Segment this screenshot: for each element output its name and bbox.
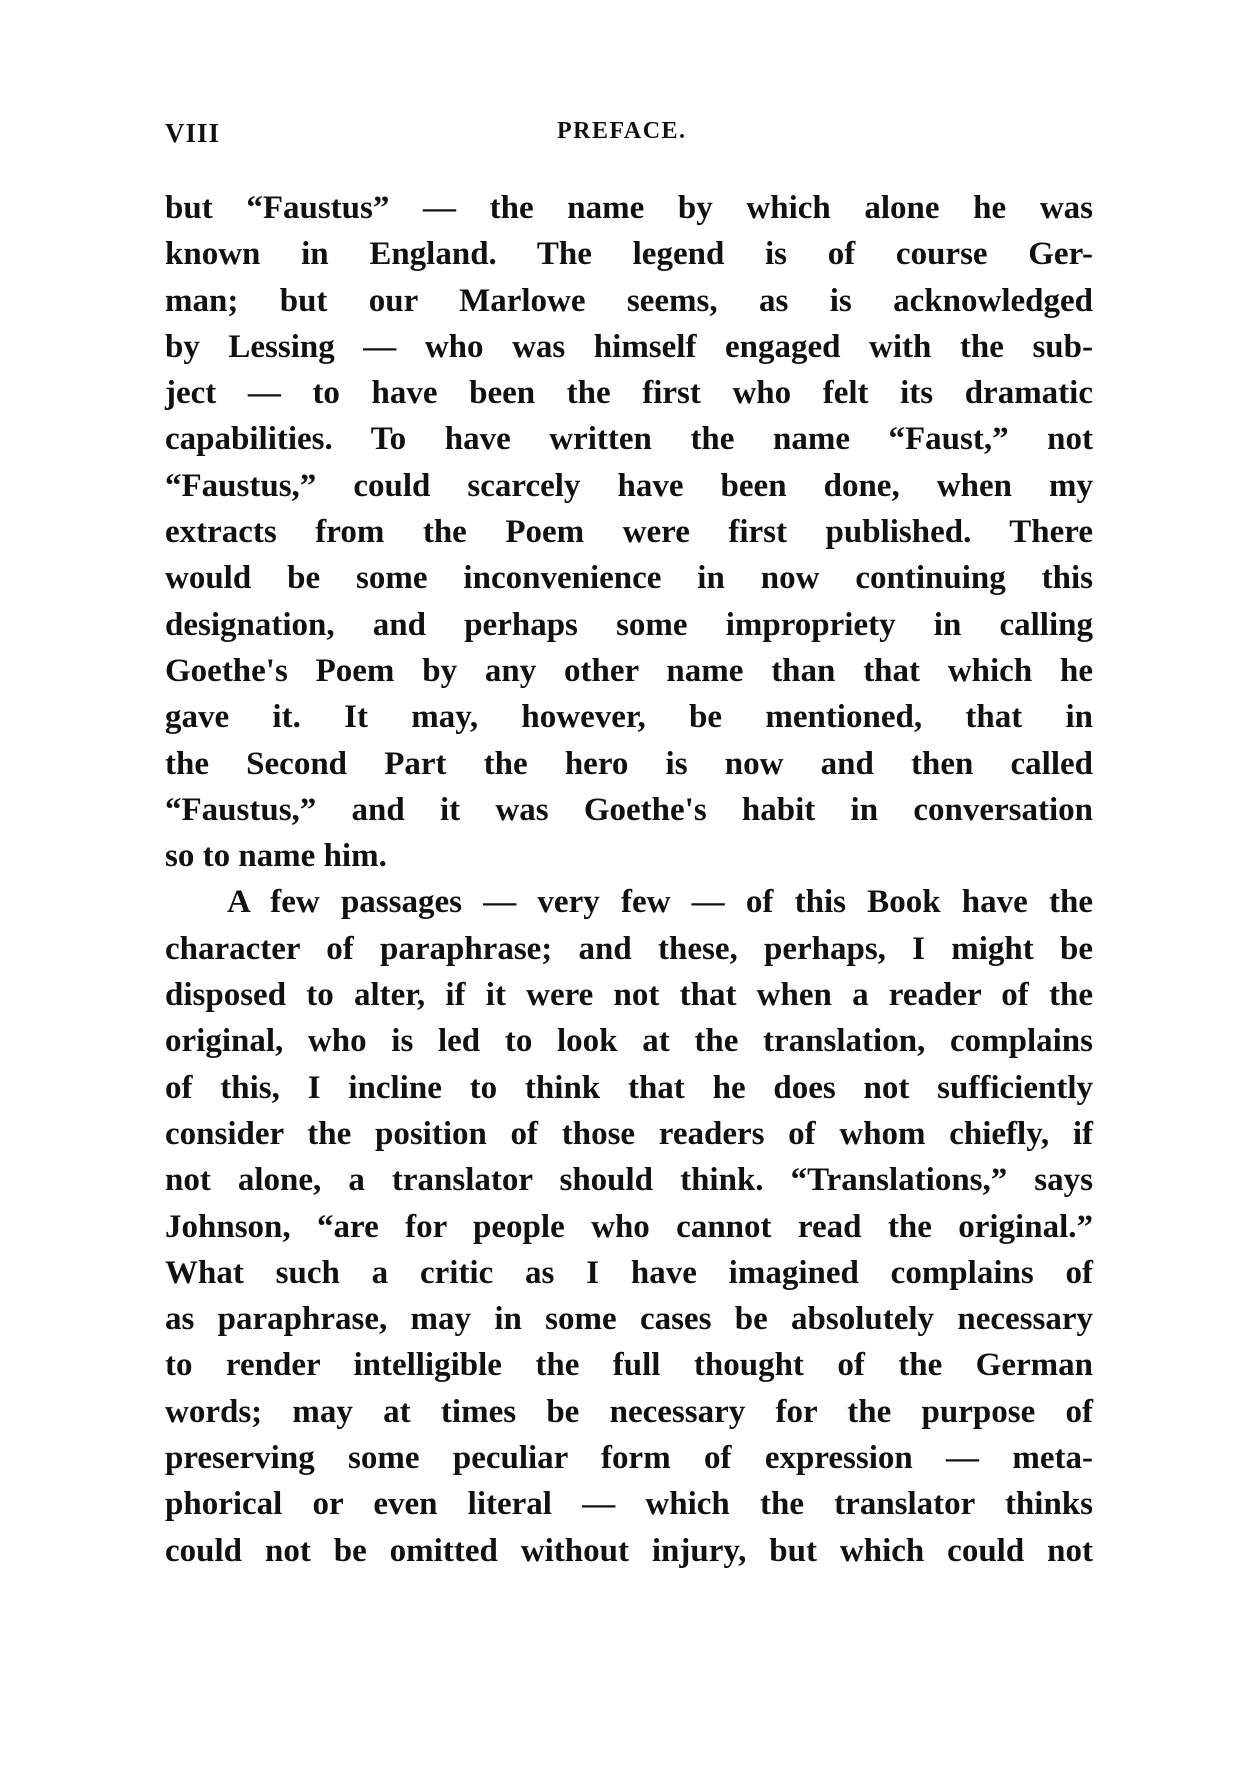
text-line: gave it. It may, however, be mentioned, that in <box>165 699 1093 736</box>
page-number: VIII <box>165 118 221 148</box>
page-header <box>165 118 1095 154</box>
text-line: Goethe's Poem by any other name than that which he <box>165 652 1093 689</box>
text-line: What such a critic as I have imagined complains of <box>165 1254 1093 1291</box>
text-line: words; may at times be necessary for the purpose of <box>165 1393 1093 1430</box>
text-line: of this, I incline to think that he does not sufficiently <box>165 1069 1093 1106</box>
body-text <box>165 185 1093 1574</box>
text-line: man; but our Marlowe seems, as is acknowledged <box>165 282 1093 319</box>
text-line: A few passages — very few — of this Book have the <box>227 884 1093 921</box>
text-line: would be some inconvenience in now continuing this <box>165 560 1093 597</box>
text-line: disposed to alter, if it were not that when a reader of the <box>165 977 1093 1014</box>
text-line: original, who is led to look at the translation, complains <box>165 1023 1093 1060</box>
text-line: as paraphrase, may in some cases be absolutely necessary <box>165 1301 1093 1338</box>
text-line: character of paraphrase; and these, perhaps, I might be <box>165 930 1093 967</box>
text-line: phorical or even literal — which the translator thinks <box>165 1486 1093 1523</box>
text-line: “Faustus,” could scarcely have been done, when my <box>165 467 1093 504</box>
text-line: ject — to have been the first who felt its dramatic <box>165 375 1093 412</box>
text-line: preserving some peculiar form of expression — meta- <box>165 1440 1093 1477</box>
text-line: “Faustus,” and it was Goethe's habit in conversation <box>165 791 1093 828</box>
text-line: by Lessing — who was himself engaged with the sub- <box>165 328 1093 365</box>
text-line: so to name him. <box>165 838 387 875</box>
text-line: extracts from the Poem were first published. There <box>165 514 1093 551</box>
text-line: not alone, a translator should think. “Translations,” says <box>165 1162 1093 1199</box>
text-line: the Second Part the hero is now and then called <box>165 745 1093 782</box>
text-line: could not be omitted without injury, but which could not <box>165 1532 1093 1569</box>
text-line: capabilities. To have written the name “Faust,” not <box>165 421 1093 458</box>
text-line: designation, and perhaps some impropriety in calling <box>165 606 1093 643</box>
text-line: but “Faustus” — the name by which alone he was <box>165 190 1093 226</box>
text-line: Johnson, “are for people who cannot read the original.” <box>165 1208 1093 1245</box>
text-line: known in England. The legend is of course Ger- <box>165 236 1093 273</box>
text-line: consider the position of those readers of whom chiefly, if <box>165 1115 1093 1152</box>
running-head: PREFACE. <box>557 118 687 144</box>
text-line: to render intelligible the full thought of the German <box>165 1347 1093 1384</box>
